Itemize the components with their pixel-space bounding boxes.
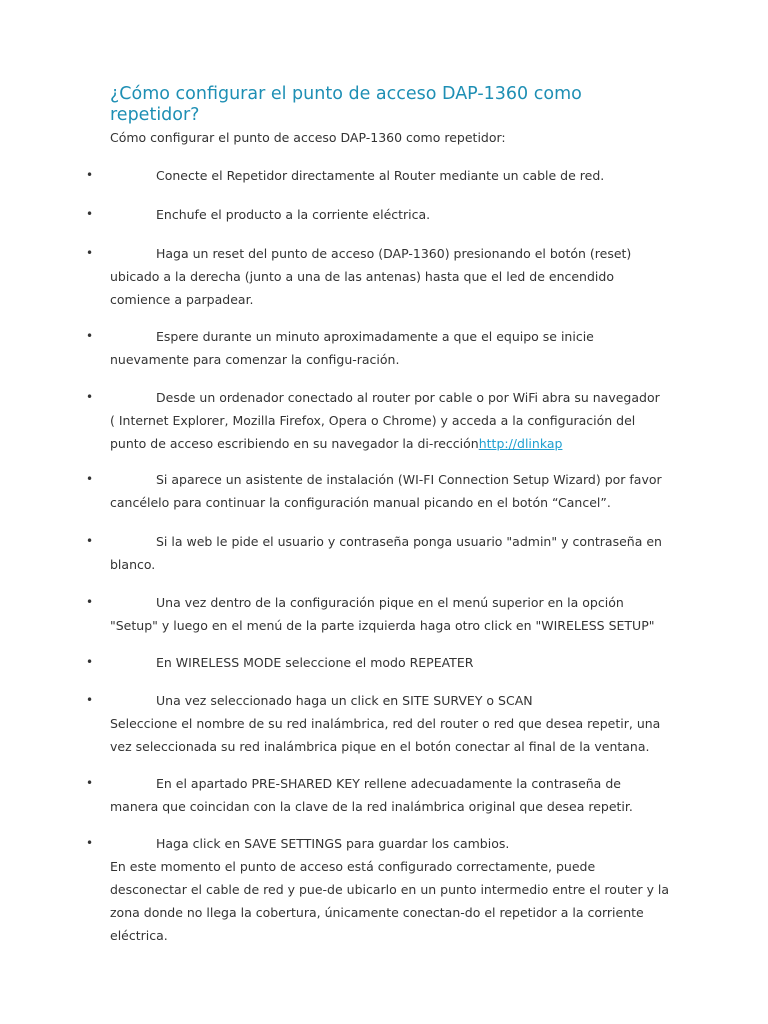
step-note: En este momento el punto de acceso está configurado correctamente, puede desconectar el cable de red y pue-de ubicarlo en un punto intermedio entre el router y la zona donde no llega la cobertura, únicamente conectan-do el repetidor a la corriente eléctrica. [110,859,670,943]
bullet-icon: • [86,655,94,669]
step-text-content: Desde un ordenador conectado al router por cable o por WiFi abra su navegador ( Internet Explorer, Mozilla Firefox, Opera o Chrome) y acceda a la configuración del punto de acceso escribiendo en su navegador la di-rección [110,390,660,451]
step-note: Seleccione el nombre de su red inalámbrica, red del router o red que desea repetir, una vez seleccionada su red inalámbrica pique en el botón conectar al final de la ventana. [110,716,661,754]
step-text: Si la web le pide el usuario y contraseña ponga usuario "admin" y contraseña en blanco. [110,534,662,572]
step-text: Conecte el Repetidor directamente al Router mediante un cable de red. [156,168,605,183]
bullet-icon: • [86,246,94,260]
step-text: Haga click en SAVE SETTINGS para guardar los cambios. [156,836,510,851]
bullet-icon: • [86,595,94,609]
step-text: En el apartado PRE-SHARED KEY rellene adecuadamente la contraseña de manera que coincidan con la clave de la red inalámbrica original que desea repetir. [110,776,633,814]
dlinkap-link[interactable]: http://dlinkap [478,436,563,451]
step-text: En WIRELESS MODE seleccione el modo REPEATER [156,655,474,670]
bullet-icon: • [86,534,94,548]
intro-text: Cómo configurar el punto de acceso DAP-1360 como repetidor: [110,130,506,145]
step-text: Una vez seleccionado haga un click en SITE SURVEY o SCAN [156,693,533,708]
bullet-icon: • [86,836,94,850]
bullet-icon: • [86,776,94,790]
bullet-icon: • [86,693,94,707]
step-text: Enchufe el producto a la corriente eléctrica. [156,207,431,222]
bullet-icon: • [86,329,94,343]
bullet-icon: • [86,390,94,404]
step-text: Haga un reset del punto de acceso (DAP-1360) presionando el botón (reset) ubicado a la derecha (junto a una de las antenas) hasta que el led de encendido comience a parpadear. [110,246,632,307]
page-title: ¿Cómo configurar el punto de acceso DAP-1360 como repetidor? [110,84,582,125]
step-text: Espere durante un minuto aproximadamente a que el equipo se inicie nuevamente para comenzar la configu-ración. [110,329,594,367]
bullet-icon: • [86,168,94,182]
step-text [110,386,662,455]
step-text: Una vez dentro de la configuración pique en el menú superior en la opción "Setup" y luego en el menú de la parte izquierda haga otro click en "WIRELESS SETUP" [110,595,655,633]
bullet-icon: • [86,207,94,221]
bullet-icon: • [86,472,94,486]
step-text: Si aparece un asistente de instalación (WI-FI Connection Setup Wizard) por favor cancélelo para continuar la configuración manual picando en el botón “Cancel”. [110,472,662,510]
